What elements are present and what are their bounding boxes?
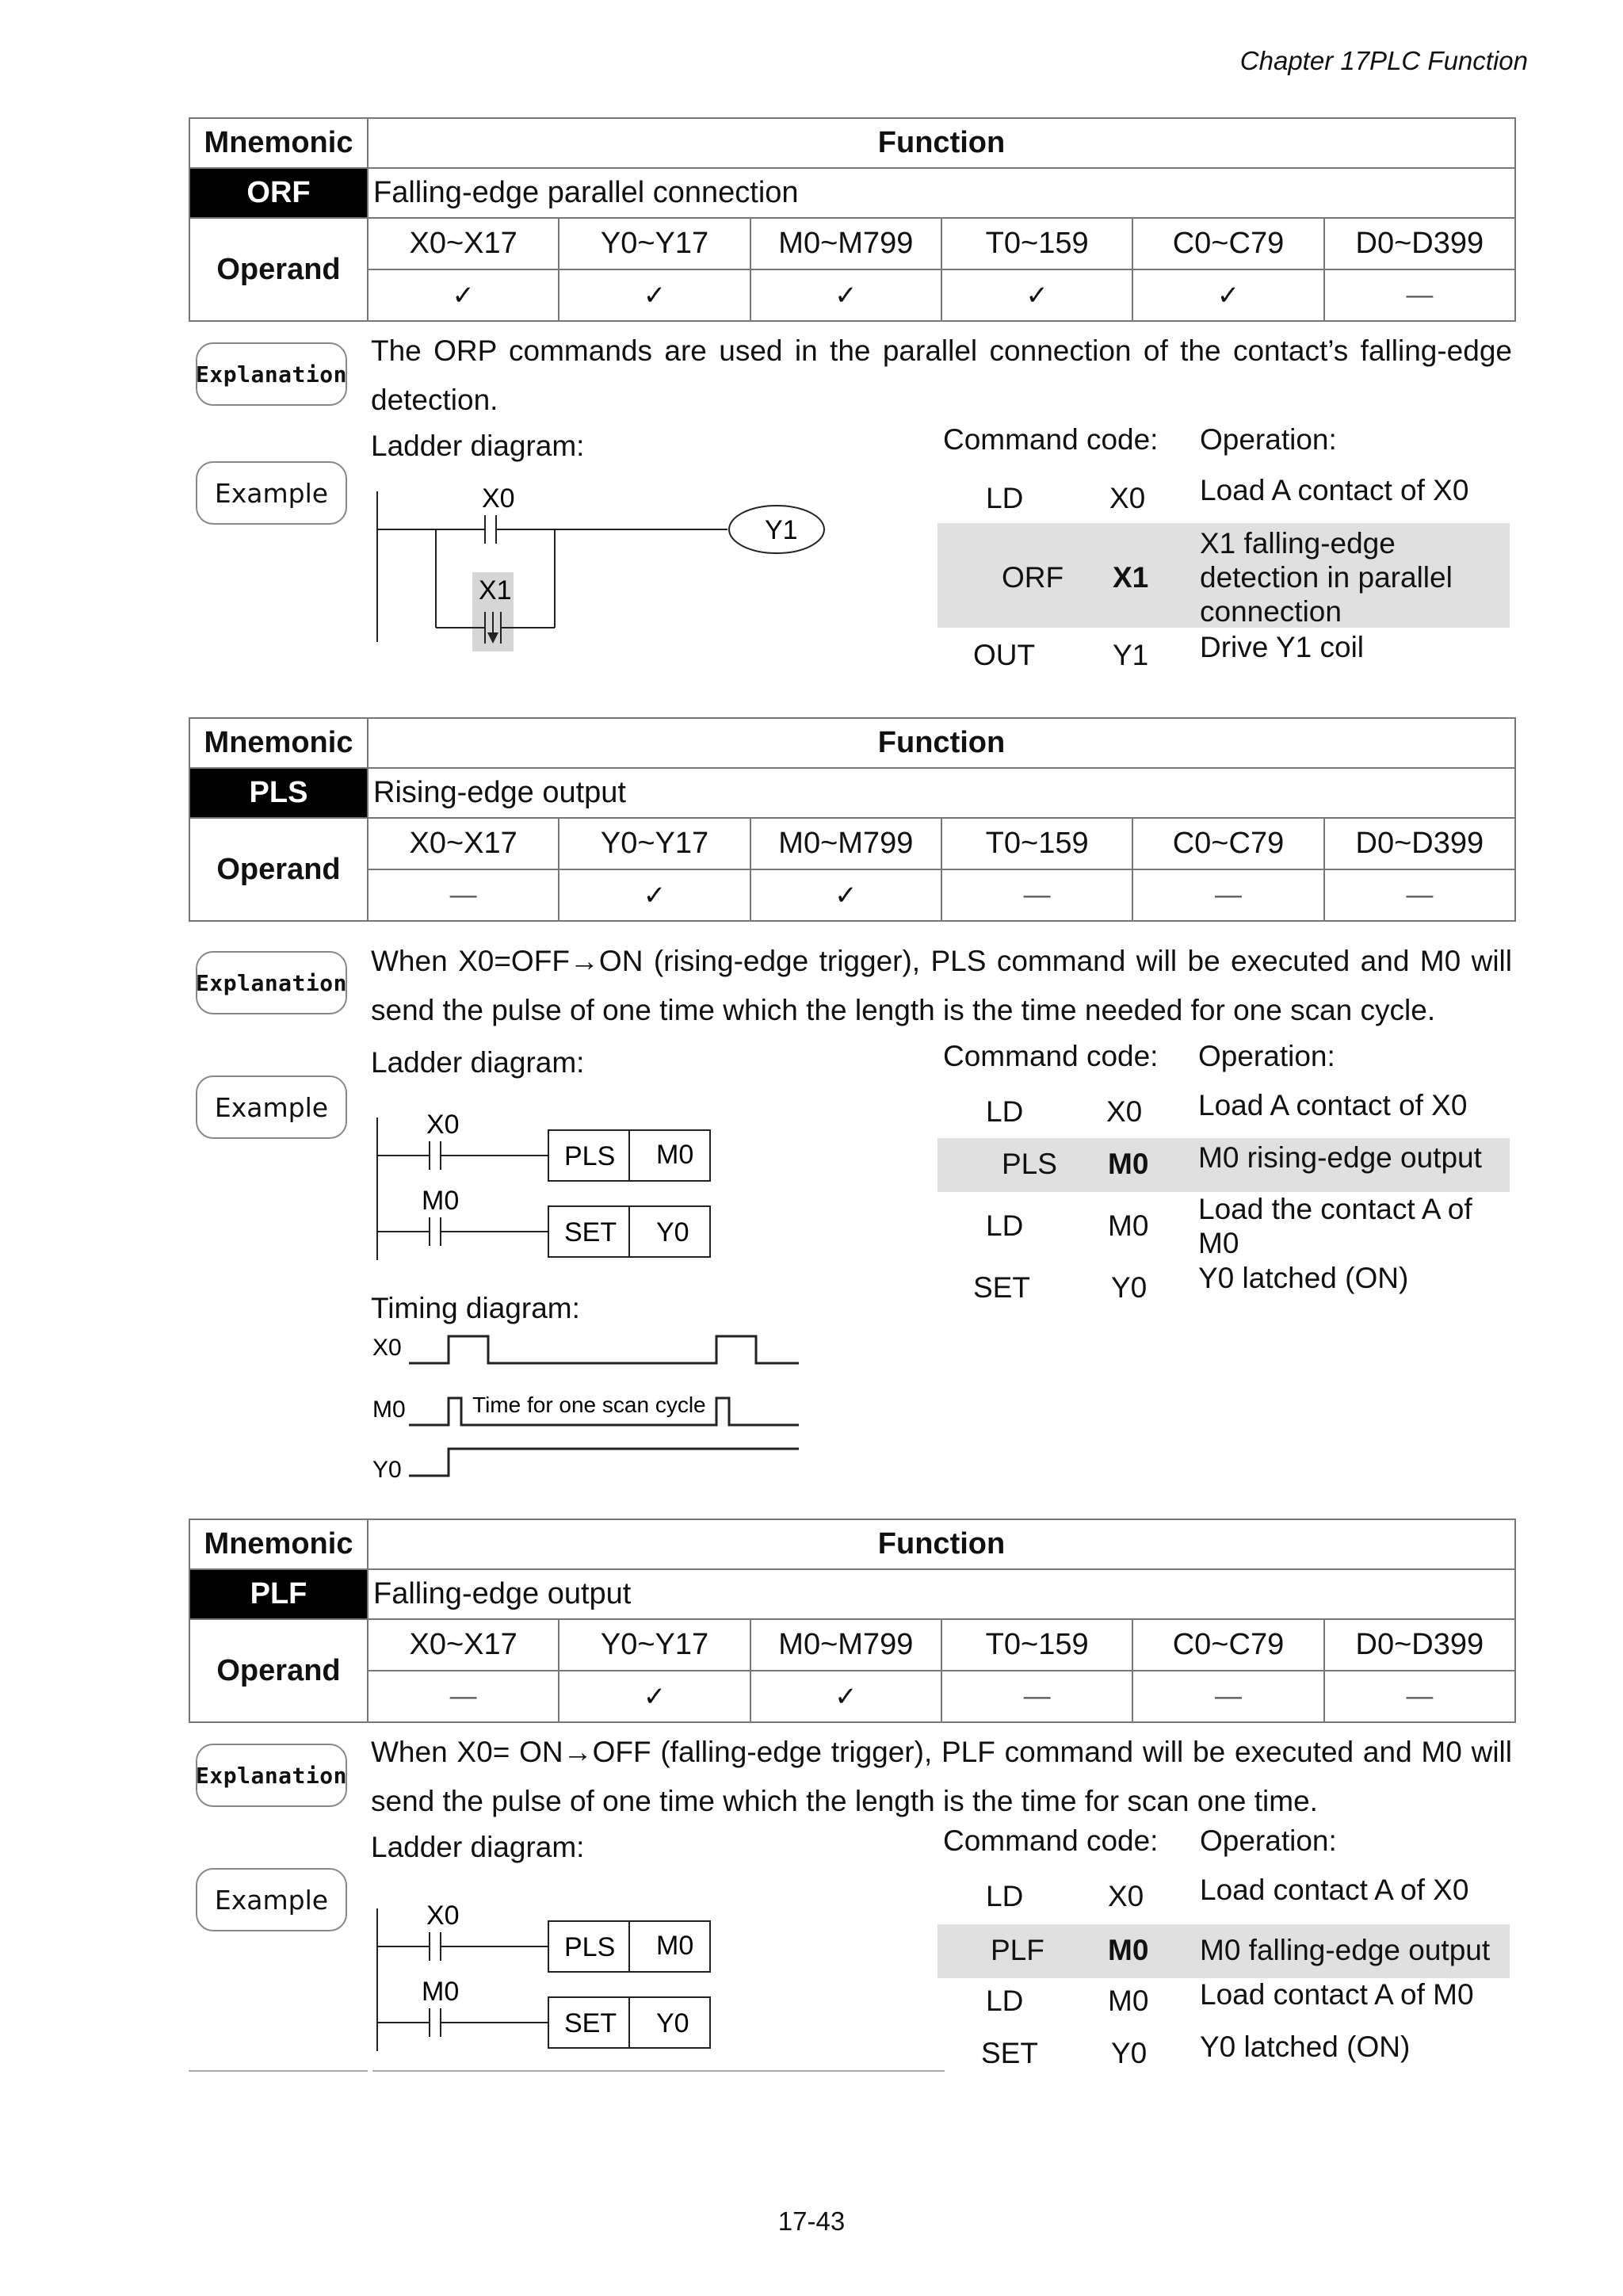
example-badge: Example <box>196 1075 347 1139</box>
operand-label: Operand <box>189 818 368 921</box>
orf-ladder-diagram <box>365 476 840 666</box>
operation-label: Operation: <box>1200 1824 1337 1857</box>
contact-x1-label: X1 <box>479 575 512 606</box>
cmd-operation: Load A contact of X0 <box>1198 1089 1468 1121</box>
cmd-operation: Drive Y1 coil <box>1200 631 1365 663</box>
ladder-label: Ladder diagram: <box>371 430 585 462</box>
orf-explanation: The ORP commands are used in the parallel connection of the contact’s falling-edge detection. <box>371 334 1512 416</box>
cmd-operand: M0 <box>1108 1148 1149 1180</box>
cmd-operation: Y0 latched (ON) <box>1198 1262 1409 1294</box>
mnemonic-plf: PLF <box>189 1569 368 1619</box>
operand-col: Y0~Y17 <box>559 818 750 869</box>
function-orf: Falling-edge parallel connection <box>368 168 1515 218</box>
operand-col: X0~X17 <box>368 218 559 269</box>
x0-waveform <box>409 1336 799 1363</box>
example-badge: Example <box>196 461 347 525</box>
timing-y0-label: Y0 <box>372 1457 402 1483</box>
timing-m0-label: M0 <box>372 1396 406 1423</box>
cmd-code: ORF <box>1002 561 1064 594</box>
command-code-label: Command code: <box>943 1824 1159 1857</box>
plf-ladder-diagram <box>365 1886 729 2061</box>
box-op: M0 <box>656 1931 694 1961</box>
operand-col: C0~C79 <box>1132 218 1323 269</box>
operand-mark: ✓ <box>750 869 941 921</box>
operand-mark: — <box>941 1671 1132 1722</box>
cmd-operand: X0 <box>1106 1095 1143 1128</box>
operand-mark: ✓ <box>750 269 941 321</box>
cmd-code: LD <box>986 1095 1024 1128</box>
command-code-label: Command code: <box>943 423 1159 456</box>
box-op: M0 <box>656 1140 694 1170</box>
plf-spec-table <box>189 1519 1516 1723</box>
operand-mark: — <box>368 869 559 921</box>
operation-label: Operation: <box>1200 423 1337 456</box>
explanation-badge: Explanation <box>196 1744 347 1807</box>
box-cmd: SET <box>564 2008 617 2038</box>
operand-mark: ✓ <box>559 269 750 321</box>
operand-col: T0~159 <box>941 818 1132 869</box>
box-op: Y0 <box>656 1217 689 1247</box>
pls-explanation: When X0=OFF→ON (rising-edge trigger), PLS command will be executed and M0 will send the pulse of one time which the length is the time needed for one scan cycle. <box>371 945 1512 1026</box>
bottom-divider-right <box>372 2070 945 2072</box>
cmd-code: OUT <box>973 639 1036 671</box>
cmd-code: SET <box>981 2037 1038 2069</box>
explanation-badge: Explanation <box>196 951 347 1014</box>
cmd-code: LD <box>986 1880 1024 1912</box>
operand-col: D0~D399 <box>1324 818 1515 869</box>
mnemonic-header: Mnemonic <box>189 718 368 768</box>
contact-x0-label: X0 <box>482 483 515 514</box>
operand-mark: ✓ <box>559 1671 750 1722</box>
box-cmd: PLS <box>564 1141 616 1171</box>
mnemonic-header: Mnemonic <box>189 118 368 168</box>
operand-col: M0~M799 <box>750 818 941 869</box>
operand-col: T0~159 <box>941 1619 1132 1671</box>
mnemonic-header: Mnemonic <box>189 1519 368 1569</box>
operand-col: C0~C79 <box>1132 818 1323 869</box>
cmd-operation: Load A contact of X0 <box>1200 474 1469 506</box>
function-header: Function <box>368 1519 1515 1569</box>
operand-label: Operand <box>189 1619 368 1722</box>
operand-label: Operand <box>189 218 368 321</box>
operand-col: D0~D399 <box>1324 1619 1515 1671</box>
operand-mark: ✓ <box>750 1671 941 1722</box>
operand-mark: ✓ <box>1132 269 1323 321</box>
mnemonic-orf: ORF <box>189 168 368 218</box>
operand-col: X0~X17 <box>368 1619 559 1671</box>
function-pls: Rising-edge output <box>368 768 1515 818</box>
operand-mark: ✓ <box>368 269 559 321</box>
cmd-operation: Y0 latched (ON) <box>1200 2030 1411 2063</box>
box-op: Y0 <box>656 2008 689 2038</box>
cmd-code: PLS <box>1002 1148 1057 1180</box>
y0-waveform <box>409 1449 799 1476</box>
cmd-operand: M0 <box>1108 1209 1149 1242</box>
operation-label: Operation: <box>1198 1040 1335 1072</box>
timing-x0-label: X0 <box>372 1335 402 1361</box>
operand-col: D0~D399 <box>1324 218 1515 269</box>
function-header: Function <box>368 118 1515 168</box>
mnemonic-pls: PLS <box>189 768 368 818</box>
operand-col: M0~M799 <box>750 1619 941 1671</box>
chapter-header: Chapter 17PLC Function <box>1239 46 1528 75</box>
cmd-code: LD <box>986 1985 1024 2017</box>
orf-spec-table <box>189 117 1516 322</box>
cmd-operand: M0 <box>1108 1985 1149 2017</box>
operand-col: C0~C79 <box>1132 1619 1323 1671</box>
cmd-operand: X1 <box>1113 561 1149 594</box>
scan-cycle-note: Time for one scan cycle <box>472 1392 706 1417</box>
cmd-operation: M0 falling-edge output <box>1200 1934 1491 1966</box>
cmd-code: LD <box>986 1209 1024 1242</box>
operand-mark: — <box>941 869 1132 921</box>
cmd-code: SET <box>973 1271 1030 1304</box>
operand-mark: ✓ <box>559 869 750 921</box>
plf-explanation: When X0= ON→OFF (falling-edge trigger), PLF command will be executed and M0 will send the pulse of one time which the length is the time for scan one time. <box>371 1736 1512 1817</box>
bottom-divider-left <box>189 2070 368 2072</box>
timing-label: Timing diagram: <box>371 1292 580 1324</box>
cmd-operation: Load the contact A of M0 <box>1198 1193 1472 1259</box>
operand-mark: — <box>1132 869 1323 921</box>
ladder-label: Ladder diagram: <box>371 1831 585 1863</box>
pls-spec-table <box>189 717 1516 922</box>
function-plf: Falling-edge output <box>368 1569 1515 1619</box>
operand-mark: — <box>1324 269 1515 321</box>
cmd-operand: Y0 <box>1111 1271 1148 1304</box>
cmd-code: LD <box>986 482 1024 514</box>
ladder-label: Ladder diagram: <box>371 1046 585 1079</box>
operand-col: T0~159 <box>941 218 1132 269</box>
cmd-operand: X0 <box>1109 482 1146 514</box>
contact-x0-label: X0 <box>426 1110 460 1140</box>
cmd-operand: X0 <box>1108 1880 1144 1912</box>
box-cmd: PLS <box>564 1932 616 1962</box>
function-header: Function <box>368 718 1515 768</box>
operand-mark: ✓ <box>941 269 1132 321</box>
command-code-label: Command code: <box>943 1040 1159 1072</box>
operand-col: M0~M799 <box>750 218 941 269</box>
operand-col: Y0~Y17 <box>559 218 750 269</box>
pls-timing-diagram <box>371 1324 815 1482</box>
operand-mark: — <box>1324 1671 1515 1722</box>
cmd-operand: M0 <box>1108 1934 1149 1966</box>
pls-ladder-diagram <box>365 1102 729 1276</box>
page-number: 17-43 <box>777 2206 846 2236</box>
cmd-operand: Y1 <box>1113 639 1149 671</box>
explanation-badge: Explanation <box>196 342 347 406</box>
operand-mark: — <box>1324 869 1515 921</box>
cmd-operation: Load contact A of X0 <box>1200 1874 1469 1906</box>
contact-m0-label: M0 <box>422 1977 460 2007</box>
example-badge: Example <box>196 1868 347 1931</box>
cmd-operation: Load contact A of M0 <box>1200 1978 1474 2011</box>
operand-col: Y0~Y17 <box>559 1619 750 1671</box>
cmd-operation: X1 falling-edge detection in parallel connection <box>1200 527 1453 628</box>
contact-m0-label: M0 <box>422 1186 460 1216</box>
operand-col: X0~X17 <box>368 818 559 869</box>
cmd-operand: Y0 <box>1111 2037 1148 2069</box>
operand-mark: — <box>1132 1671 1323 1722</box>
coil-y1-label: Y1 <box>765 515 798 545</box>
contact-x0-label: X0 <box>426 1901 460 1931</box>
box-cmd: SET <box>564 1217 617 1247</box>
cmd-operation: M0 rising-edge output <box>1198 1141 1482 1174</box>
operand-mark: — <box>368 1671 559 1722</box>
cmd-code: PLF <box>991 1934 1044 1966</box>
